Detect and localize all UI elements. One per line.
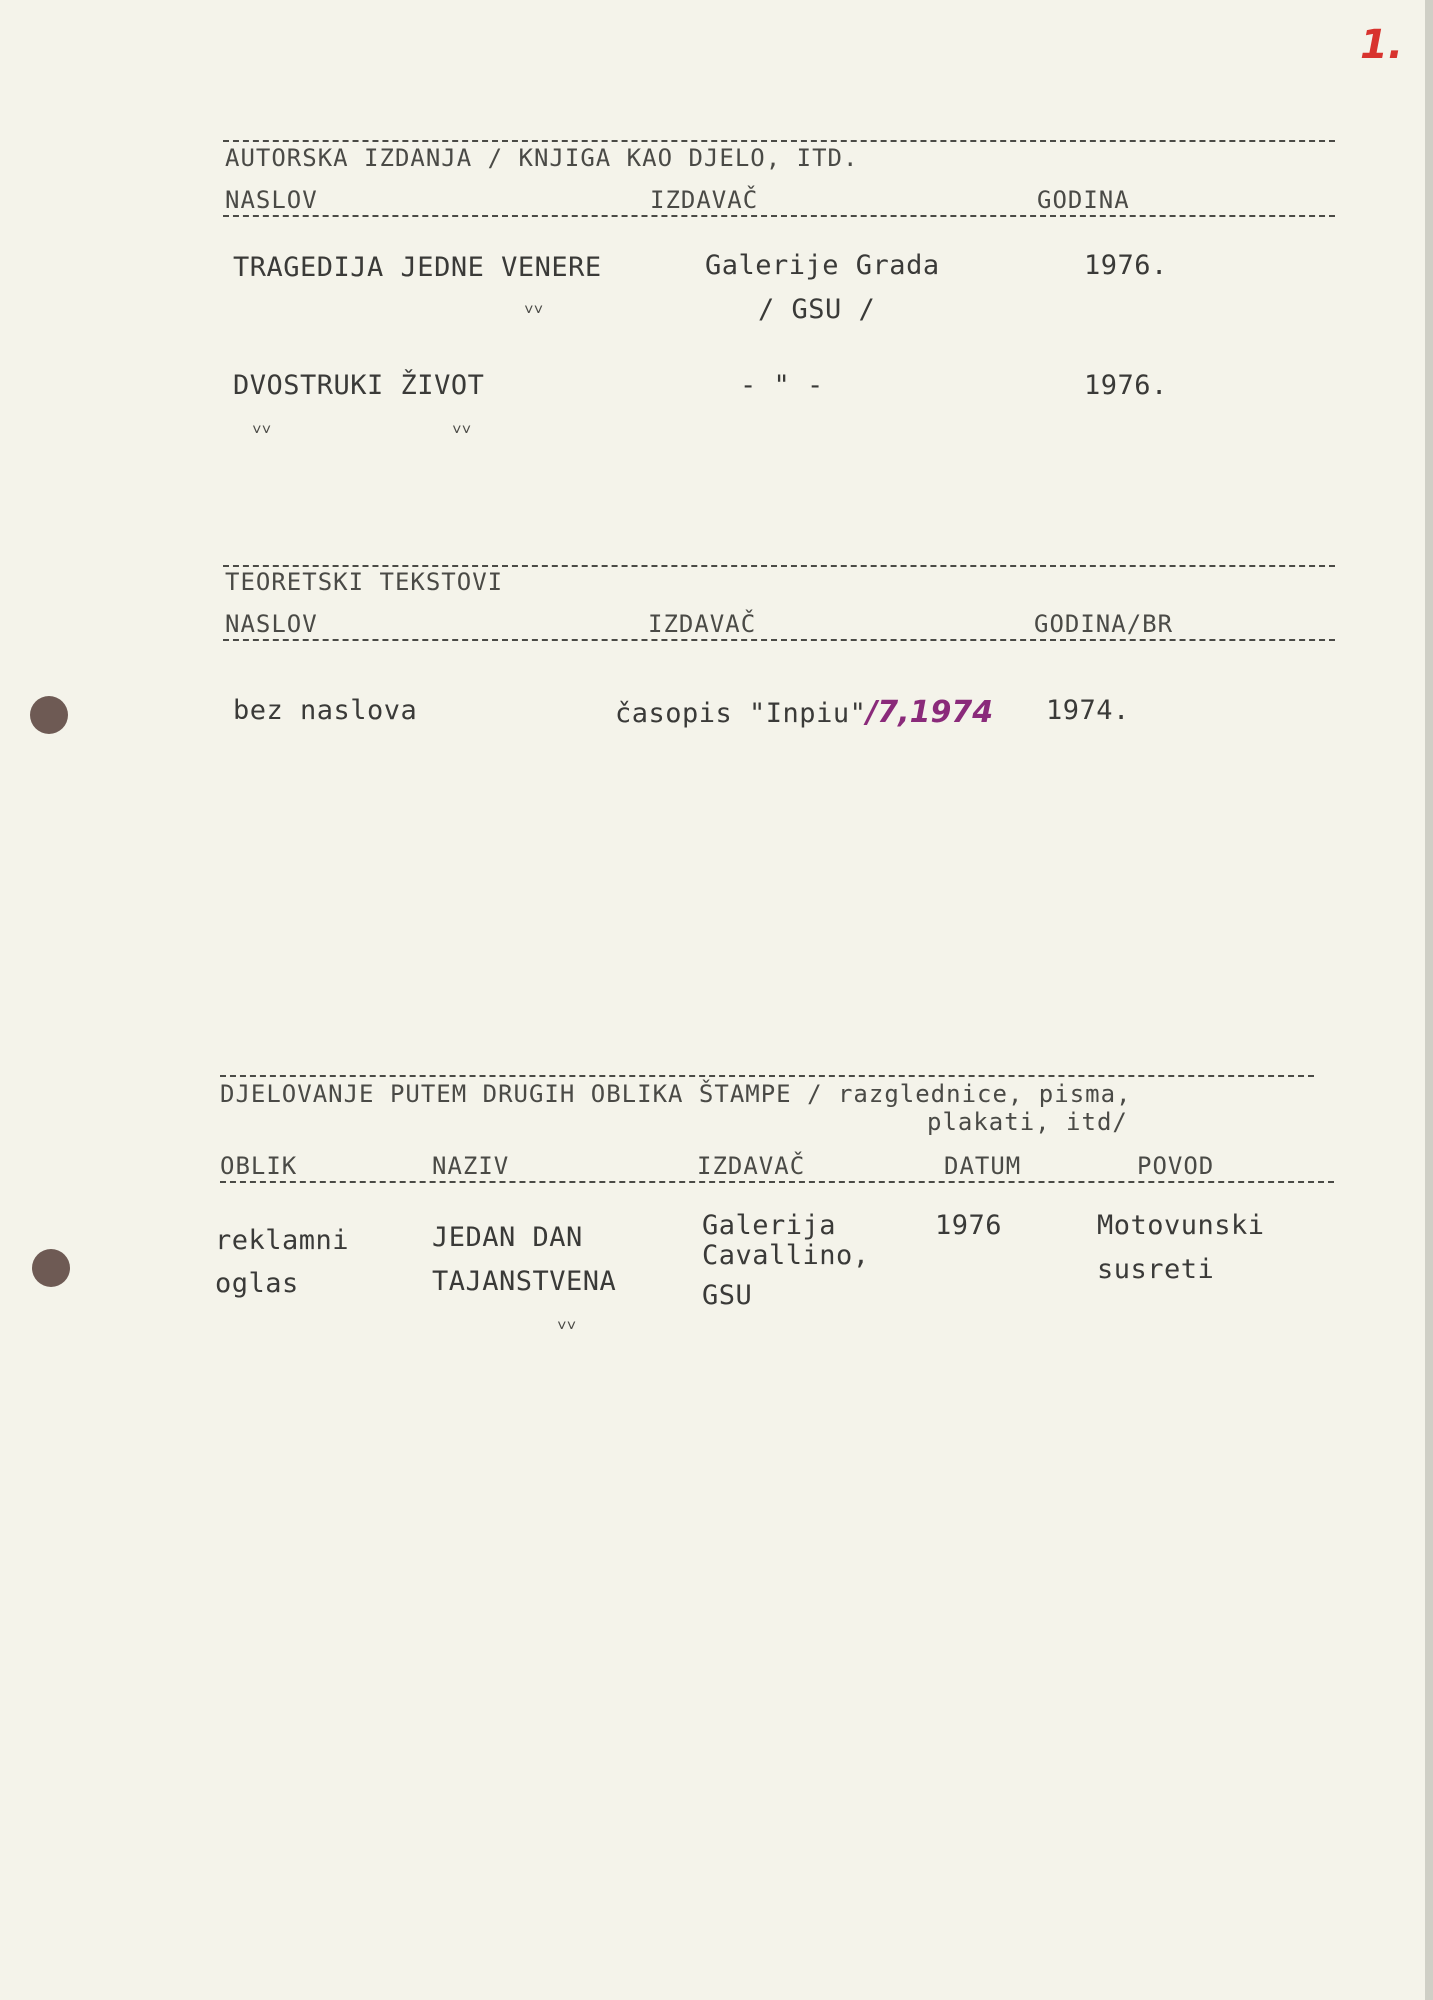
column-header-naziv: NAZIV <box>432 1152 510 1180</box>
entry-year: 1976. <box>1084 250 1168 281</box>
entry-publisher: - " - <box>740 370 824 401</box>
column-header-naslov: NASLOV <box>225 186 318 214</box>
column-header-izdavac: IZDAVAČ <box>697 1152 806 1180</box>
column-header-povod: POVOD <box>1137 1152 1215 1180</box>
column-header-datum: DATUM <box>944 1152 1022 1180</box>
punch-hole <box>30 696 68 734</box>
entry-publisher: Cavallino, <box>702 1240 870 1271</box>
entry-title: DVOSTRUKI ŽIVOT <box>233 370 485 401</box>
caron-mark: ˅˅ <box>524 300 544 319</box>
section-rule-top <box>223 140 1335 142</box>
entry-year: 1974. <box>1046 695 1130 726</box>
entry-publisher: GSU <box>702 1280 753 1311</box>
paper-edge <box>1425 0 1433 2000</box>
section-rule-top <box>220 1075 1314 1077</box>
caron-mark: ˅˅ <box>452 420 472 439</box>
column-header-oblik: OBLIK <box>220 1152 298 1180</box>
section-rule-top <box>223 565 1335 567</box>
section-title: AUTORSKA IZDANJA / KNJIGA KAO DJELO, ITD. <box>225 144 859 172</box>
header-rule <box>223 639 1335 641</box>
entry-publisher-text: časopis "Inpiu" <box>615 698 867 729</box>
caron-mark: ˅˅ <box>252 420 272 439</box>
column-header-godina: GODINA <box>1037 186 1130 214</box>
entry-publisher: Galerija <box>702 1210 837 1241</box>
header-rule <box>220 1181 1334 1183</box>
entry-occasion: Motovunski <box>1097 1210 1265 1241</box>
entry-occasion: susreti <box>1097 1254 1215 1285</box>
section-title-continued: plakati, itd/ <box>927 1108 1128 1136</box>
entry-date: 1976 <box>935 1210 1003 1241</box>
entry-name: TAJANSTVENA <box>432 1266 617 1297</box>
entry-title: TRAGEDIJA JEDNE VENERE <box>233 252 602 283</box>
entry-publisher <box>615 695 993 730</box>
page-number: 1. <box>1360 22 1404 68</box>
column-header-izdavac: IZDAVAČ <box>648 610 757 638</box>
header-rule <box>223 215 1335 217</box>
entry-year: 1976. <box>1084 370 1168 401</box>
column-header-naslov: NASLOV <box>225 610 318 638</box>
caron-mark: ˅˅ <box>557 1316 577 1335</box>
entry-name: JEDAN DAN <box>432 1222 583 1253</box>
entry-publisher: / GSU / <box>758 294 876 325</box>
punch-hole <box>32 1249 70 1287</box>
entry-title: bez naslova <box>233 695 418 726</box>
column-header-godina-br: GODINA/BR <box>1034 610 1174 638</box>
section-title: TEORETSKI TEKSTOVI <box>225 568 504 596</box>
entry-type: oglas <box>215 1268 299 1299</box>
entry-publisher: Galerije Grada <box>705 250 940 281</box>
entry-type: reklamni <box>215 1225 350 1256</box>
handwritten-note: /7,1974 <box>866 695 994 730</box>
column-header-izdavac: IZDAVAČ <box>650 186 759 214</box>
section-title: DJELOVANJE PUTEM DRUGIH OBLIKA ŠTAMPE / razglednice, pisma, <box>220 1080 1132 1108</box>
